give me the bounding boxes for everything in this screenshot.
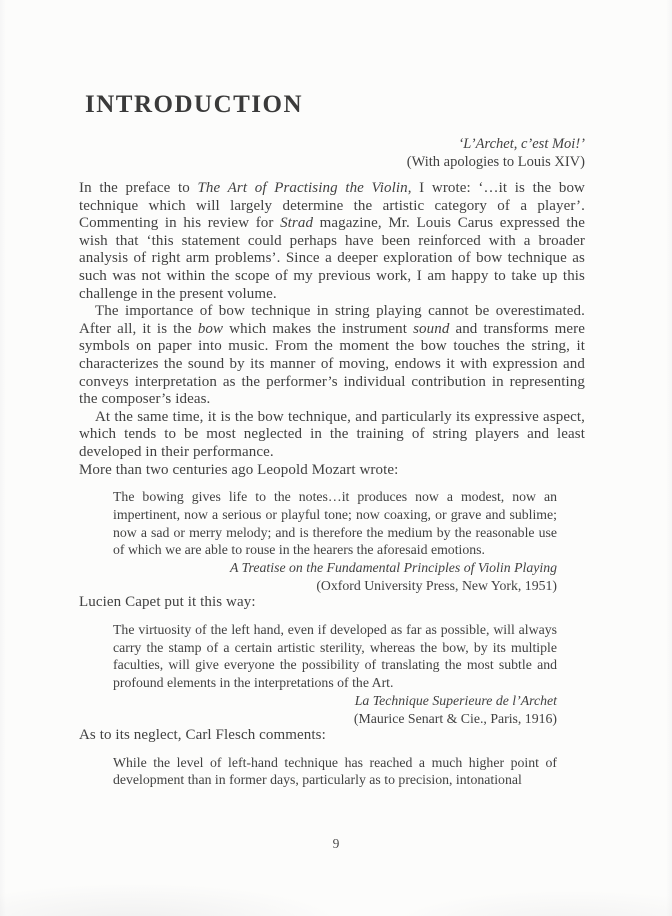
epigraph-attribution: (With apologies to Louis XIV) [406,154,585,170]
lead-in-mozart: More than two centuries ago Leopold Mozart wrote: [79,461,399,478]
blockquote-capet: The virtuosity of the left hand, even if developed as far as possible, will always carry the stamp of a certain artistic sterility, whereas the bow, by its multiple faculties, will give everyone the possibility of translating the most subtle and profound elements in the interpretations of the Art. [113,621,557,691]
epigraph-quote: ‘L’Archet, c’est Moi!’ [458,136,585,152]
paragraph-3: At the same time, it is the bow technique, and particularly its expressive aspect, which tends to be most neglected in the training of string players and least developed in their performance. [79,408,585,460]
text-run: and transforms mere symbols on paper into music. From the moment the bow touches the string, it characterizes the sound by its manner of moving, endows it with expression and conveys interpretation as the performer’s individual contribution in representing the composer’s ideas. [79,320,586,408]
paragraph-1 [79,180,585,303]
text-run: magazine, Mr. Louis Carus expressed the wish that ‘this statement could perhaps have been reinforced with a broader analysis of right arm problems’. Since a deeper exploration of bow technique as such was not within the scope of my previous work, I am happy to take up this challenge in the present volume. [79,215,585,302]
source-publisher: (Maurice Senart & Cie., Paris, 1916) [353,710,557,726]
chapter-heading: INTRODUCTION [85,91,304,118]
paragraph-2 [79,303,585,409]
lead-in-flesch: As to its neglect, Carl Flesch comments: [79,727,326,744]
magazine-title-italic: Strad [280,215,314,232]
blockquote-mozart: The bowing gives life to the notes…it produces now a modest, now an impertinent, now a serious or playful tone; now coaxing, or grave and sublime; now a sad or merry melody; and is therefore the medium by the reasonable use of which we are able to rouse in the hearers the aforesaid emotions. [113,489,557,558]
attribution-capet [113,692,557,727]
text-run: In the preface to [79,180,198,196]
book-title-italic: The Art of Practising the Violin [197,180,408,196]
text-run: , I wrote: ‘…it is the bow technique which will largely determine the artistic category of a player’. Commenting in his review for [79,180,585,232]
attribution-mozart [113,559,557,594]
text-run: The importance of bow technique in string playing cannot be overestimated. After all, it is the [79,303,585,337]
page-content [79,0,585,789]
text-run: which makes the instrument [223,320,414,337]
source-title: A Treatise on the Fundamental Principles of Violin Playing [229,560,557,576]
source-title: La Technique Superieure de l’Archet [354,693,557,709]
emphasis-italic: sound [413,320,450,337]
page-number: 9 [332,836,340,851]
emphasis-italic: bow [197,320,224,337]
source-publisher: (Oxford University Press, New York, 1951) [316,577,557,593]
body-text [79,180,585,789]
epigraph [79,135,585,171]
blockquote-flesch: While the level of left-hand technique has reached a much higher point of development than in former days, particularly as to precision, intonational [113,754,557,788]
lead-in-capet: Lucien Capet put it this way: [79,594,256,611]
